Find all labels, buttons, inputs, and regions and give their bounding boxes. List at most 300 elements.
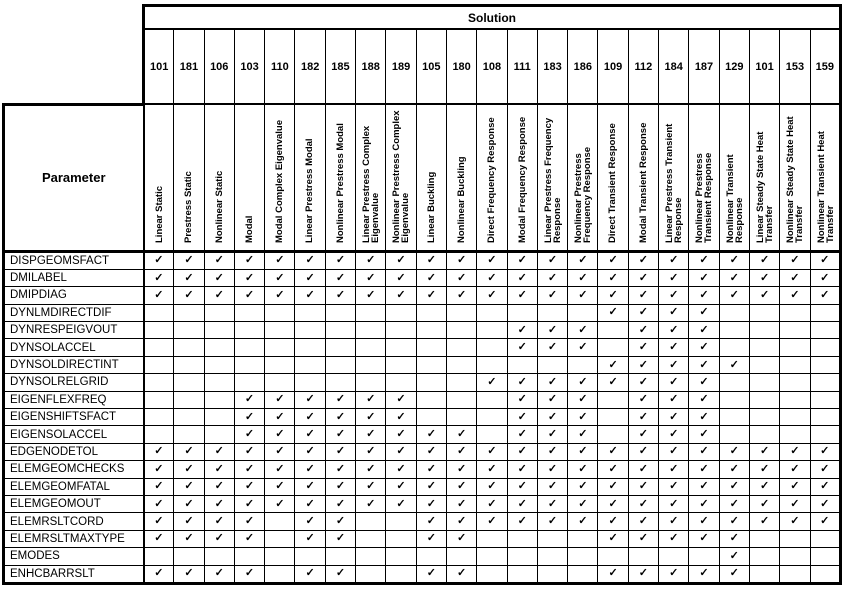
checkmark-icon: ✓ <box>638 480 648 493</box>
empty-cell <box>234 374 264 391</box>
checkmark-icon: ✓ <box>184 532 194 545</box>
checkmark-icon: ✓ <box>669 445 679 458</box>
check-cell <box>568 391 598 408</box>
empty-cell <box>325 548 355 565</box>
check-cell <box>689 339 719 356</box>
check-cell <box>780 495 810 512</box>
empty-cell <box>477 391 507 408</box>
check-cell <box>568 495 598 512</box>
checkmark-icon: ✓ <box>154 480 164 493</box>
checkmark-icon: ✓ <box>547 480 558 493</box>
parameter-row <box>4 287 841 304</box>
empty-cell <box>174 339 204 356</box>
check-cell <box>174 495 204 512</box>
vertical-text <box>630 109 658 250</box>
empty-cell <box>719 391 749 408</box>
empty-cell <box>446 391 476 408</box>
checkmark-icon: ✓ <box>638 445 648 458</box>
check-cell <box>689 426 719 443</box>
checkmark-icon: ✓ <box>366 410 376 423</box>
check-cell <box>719 287 749 304</box>
check-cell <box>204 530 234 547</box>
empty-cell <box>568 548 598 565</box>
checkmark-icon: ✓ <box>184 567 194 580</box>
solution-name-header <box>810 104 840 251</box>
empty-cell <box>749 548 779 565</box>
empty-cell <box>144 374 174 391</box>
parameter-name-cell: DYNSOLDIRECTINT <box>4 356 144 373</box>
check-cell <box>295 251 325 269</box>
check-cell <box>719 269 749 286</box>
check-cell <box>204 513 234 530</box>
parameter-name-cell: EMODES <box>4 548 144 565</box>
parameter-row <box>4 495 841 512</box>
check-cell <box>719 495 749 512</box>
checkmark-icon: ✓ <box>244 271 255 284</box>
check-cell <box>719 565 749 583</box>
checkmark-icon: ✓ <box>487 480 497 493</box>
check-cell <box>144 269 174 286</box>
empty-cell <box>386 565 416 583</box>
check-cell <box>568 409 598 426</box>
check-cell <box>446 461 476 478</box>
solution-id-cell: 101 <box>749 29 779 104</box>
check-cell <box>174 461 204 478</box>
checkmark-icon: ✓ <box>699 497 709 510</box>
checkmark-icon: ✓ <box>457 515 467 528</box>
check-cell <box>446 443 476 460</box>
checkmark-icon: ✓ <box>699 288 709 301</box>
solution-name-header <box>265 104 295 251</box>
check-cell <box>689 391 719 408</box>
checkmark-icon: ✓ <box>547 271 558 284</box>
checkmark-icon: ✓ <box>335 288 346 301</box>
solution-name-header <box>689 104 719 251</box>
check-cell <box>537 461 567 478</box>
empty-cell <box>749 426 779 443</box>
empty-cell <box>810 409 840 426</box>
check-cell <box>749 251 779 269</box>
check-cell <box>659 565 689 583</box>
check-cell <box>325 530 355 547</box>
parameter-row <box>4 530 841 547</box>
empty-cell <box>295 339 325 356</box>
check-cell <box>780 513 810 530</box>
empty-cell <box>295 548 325 565</box>
empty-cell <box>325 304 355 321</box>
check-cell <box>689 304 719 321</box>
check-cell <box>295 565 325 583</box>
column-header-row <box>4 104 841 251</box>
check-cell <box>659 304 689 321</box>
empty-cell <box>204 322 234 339</box>
checkmark-icon: ✓ <box>487 254 497 267</box>
checkmark-icon: ✓ <box>638 532 648 545</box>
parameter-name-cell: DMIPDIAG <box>4 287 144 304</box>
empty-cell <box>386 374 416 391</box>
checkmark-icon: ✓ <box>244 480 255 493</box>
check-cell <box>568 461 598 478</box>
empty-cell <box>416 374 446 391</box>
checkmark-icon: ✓ <box>275 428 285 441</box>
check-cell <box>719 443 749 460</box>
check-cell <box>416 251 446 269</box>
check-cell <box>719 513 749 530</box>
check-cell <box>659 339 689 356</box>
checkmark-icon: ✓ <box>335 254 346 267</box>
vertical-text <box>751 109 779 250</box>
check-cell <box>234 443 264 460</box>
check-cell <box>386 409 416 426</box>
checkmark-icon: ✓ <box>608 306 618 319</box>
checkmark-icon: ✓ <box>396 462 406 475</box>
empty-cell <box>780 339 810 356</box>
empty-cell <box>810 530 840 547</box>
parameter-row <box>4 426 841 443</box>
check-cell <box>810 461 840 478</box>
parameter-row <box>4 356 841 373</box>
check-cell <box>295 495 325 512</box>
checkmark-icon: ✓ <box>366 445 376 458</box>
solution-name-header <box>144 104 174 251</box>
checkmark-icon: ✓ <box>517 410 527 423</box>
check-cell <box>356 391 386 408</box>
check-cell <box>507 443 537 460</box>
check-cell <box>144 495 174 512</box>
check-cell <box>568 269 598 286</box>
checkmark-icon: ✓ <box>759 254 770 267</box>
checkmark-icon: ✓ <box>244 393 255 406</box>
check-cell <box>295 443 325 460</box>
solution-id-cell: 187 <box>689 29 719 104</box>
checkmark-icon: ✓ <box>638 341 648 354</box>
empty-cell <box>174 322 204 339</box>
check-cell <box>568 478 598 495</box>
check-cell <box>689 495 719 512</box>
checkmark-icon: ✓ <box>729 254 739 267</box>
checkmark-icon: ✓ <box>608 254 618 267</box>
checkmark-icon: ✓ <box>154 271 164 284</box>
check-cell <box>689 478 719 495</box>
check-cell <box>659 374 689 391</box>
check-cell <box>598 304 628 321</box>
check-cell <box>204 251 234 269</box>
check-cell <box>749 443 779 460</box>
checkmark-icon: ✓ <box>578 375 588 388</box>
check-cell <box>446 513 476 530</box>
checkmark-icon: ✓ <box>608 358 618 371</box>
check-cell <box>174 251 204 269</box>
parameter-name-cell: ELEMRSLTMAXTYPE <box>4 530 144 547</box>
parameter-row <box>4 461 841 478</box>
solution-group-header: Solution <box>144 6 841 30</box>
checkmark-icon: ✓ <box>608 567 618 580</box>
empty-cell <box>174 409 204 426</box>
check-cell <box>689 269 719 286</box>
empty-cell <box>416 339 446 356</box>
check-cell <box>628 530 658 547</box>
check-cell <box>598 495 628 512</box>
check-cell <box>174 443 204 460</box>
checkmark-icon: ✓ <box>517 515 527 528</box>
checkmark-icon: ✓ <box>578 410 588 423</box>
parameter-header: Parameter <box>4 104 144 251</box>
solution-name-header <box>780 104 810 251</box>
checkmark-icon: ✓ <box>214 515 224 528</box>
check-cell <box>265 391 295 408</box>
solution-id-cell: 185 <box>325 29 355 104</box>
check-cell <box>416 565 446 583</box>
empty-cell <box>204 548 234 565</box>
check-cell <box>416 443 446 460</box>
check-cell <box>749 495 779 512</box>
check-cell <box>628 356 658 373</box>
check-cell <box>689 322 719 339</box>
checkmark-icon: ✓ <box>457 254 467 267</box>
check-cell <box>386 461 416 478</box>
empty-cell <box>719 304 749 321</box>
checkmark-icon: ✓ <box>366 393 376 406</box>
checkmark-icon: ✓ <box>244 532 255 545</box>
empty-cell <box>719 374 749 391</box>
check-cell <box>204 565 234 583</box>
check-cell <box>234 409 264 426</box>
checkmark-icon: ✓ <box>426 532 436 545</box>
empty-cell <box>780 426 810 443</box>
checkmark-icon: ✓ <box>335 480 346 493</box>
parameter-row <box>4 391 841 408</box>
empty-cell <box>477 339 507 356</box>
checkmark-icon: ✓ <box>335 515 346 528</box>
checkmark-icon: ✓ <box>669 497 679 510</box>
checkmark-icon: ✓ <box>517 428 527 441</box>
check-cell <box>416 495 446 512</box>
check-cell <box>628 565 658 583</box>
solution-name-label: Modal Complex Eigenvalue <box>274 119 286 243</box>
vertical-text <box>327 109 355 250</box>
check-cell <box>598 565 628 583</box>
check-cell <box>416 426 446 443</box>
vertical-text <box>236 109 264 250</box>
check-cell <box>568 374 598 391</box>
check-cell <box>659 530 689 547</box>
vertical-text <box>509 109 537 250</box>
checkmark-icon: ✓ <box>608 462 618 475</box>
check-cell <box>780 461 810 478</box>
check-cell <box>446 495 476 512</box>
check-cell <box>598 251 628 269</box>
check-cell <box>628 426 658 443</box>
parameter-name-cell: DMILABEL <box>4 269 144 286</box>
check-cell <box>356 287 386 304</box>
checkmark-icon: ✓ <box>396 497 406 510</box>
empty-cell <box>234 548 264 565</box>
vertical-text <box>206 109 234 250</box>
check-cell <box>659 495 689 512</box>
empty-cell <box>234 356 264 373</box>
checkmark-icon: ✓ <box>547 341 558 354</box>
check-cell <box>507 374 537 391</box>
checkmark-icon: ✓ <box>729 288 739 301</box>
checkmark-icon: ✓ <box>759 271 770 284</box>
check-cell <box>416 530 446 547</box>
checkmark-icon: ✓ <box>154 254 164 267</box>
check-cell <box>325 461 355 478</box>
checkmark-icon: ✓ <box>729 532 739 545</box>
check-cell <box>810 478 840 495</box>
checkmark-icon: ✓ <box>305 428 315 441</box>
check-cell <box>689 374 719 391</box>
check-cell <box>568 287 598 304</box>
solution-name-header <box>234 104 264 251</box>
checkmark-icon: ✓ <box>578 393 588 406</box>
check-cell <box>598 374 628 391</box>
solution-id-cell: 129 <box>719 29 749 104</box>
checkmark-icon: ✓ <box>669 428 679 441</box>
check-cell <box>234 478 264 495</box>
checkmark-icon: ✓ <box>608 375 618 388</box>
check-cell <box>446 251 476 269</box>
checkmark-icon: ✓ <box>487 288 497 301</box>
empty-cell <box>507 565 537 583</box>
checkmark-icon: ✓ <box>396 271 406 284</box>
empty-cell <box>416 548 446 565</box>
empty-cell <box>174 548 204 565</box>
checkmark-icon: ✓ <box>335 428 346 441</box>
check-cell <box>537 495 567 512</box>
vertical-text <box>418 109 446 250</box>
solution-name-label: Nonlinear Transient Heat Transfer <box>815 130 836 243</box>
check-cell <box>507 426 537 443</box>
check-cell <box>446 530 476 547</box>
checkmark-icon: ✓ <box>578 480 588 493</box>
checkmark-icon: ✓ <box>547 375 558 388</box>
solution-id-cell: 103 <box>234 29 264 104</box>
checkmark-icon: ✓ <box>759 497 770 510</box>
checkmark-icon: ✓ <box>517 341 527 354</box>
checkmark-icon: ✓ <box>275 462 285 475</box>
checkmark-icon: ✓ <box>790 445 800 458</box>
empty-cell <box>477 426 507 443</box>
empty-cell <box>477 530 507 547</box>
check-cell <box>628 339 658 356</box>
check-cell <box>628 251 658 269</box>
check-cell <box>628 478 658 495</box>
check-cell <box>356 409 386 426</box>
check-cell <box>386 478 416 495</box>
check-cell <box>174 269 204 286</box>
checkmark-icon: ✓ <box>759 288 770 301</box>
check-cell <box>689 565 719 583</box>
solution-name-label: Modal <box>244 215 256 243</box>
empty-cell <box>507 548 537 565</box>
check-cell <box>325 251 355 269</box>
checkmark-icon: ✓ <box>305 271 315 284</box>
check-cell <box>780 269 810 286</box>
check-cell <box>477 251 507 269</box>
empty-cell <box>749 530 779 547</box>
checkmark-icon: ✓ <box>669 393 679 406</box>
checkmark-icon: ✓ <box>335 497 346 510</box>
checkmark-icon: ✓ <box>820 271 830 284</box>
checkmark-icon: ✓ <box>820 462 830 475</box>
checkmark-icon: ✓ <box>578 462 588 475</box>
check-cell <box>598 269 628 286</box>
check-cell <box>628 322 658 339</box>
parameter-row <box>4 322 841 339</box>
solution-name-header <box>356 104 386 251</box>
checkmark-icon: ✓ <box>396 445 406 458</box>
check-cell <box>628 391 658 408</box>
empty-cell <box>446 339 476 356</box>
check-cell <box>659 391 689 408</box>
empty-cell <box>386 548 416 565</box>
check-cell <box>446 287 476 304</box>
checkmark-icon: ✓ <box>820 497 830 510</box>
empty-cell <box>174 374 204 391</box>
empty-cell <box>416 356 446 373</box>
empty-cell <box>356 322 386 339</box>
checkmark-icon: ✓ <box>790 288 800 301</box>
solution-name-label: Modal Transient Response <box>638 122 649 243</box>
vertical-text <box>690 109 718 250</box>
check-cell <box>689 287 719 304</box>
check-cell <box>386 391 416 408</box>
check-cell <box>204 269 234 286</box>
parameter-row <box>4 548 841 565</box>
checkmark-icon: ✓ <box>184 288 194 301</box>
checkmark-icon: ✓ <box>669 480 679 493</box>
solution-name-label: Prestress Static <box>183 170 195 243</box>
check-cell <box>356 251 386 269</box>
checkmark-icon: ✓ <box>517 288 527 301</box>
empty-cell <box>659 548 689 565</box>
solution-id-cell: 101 <box>144 29 174 104</box>
vertical-text <box>478 109 506 250</box>
check-cell <box>507 513 537 530</box>
checkmark-icon: ✓ <box>305 567 315 580</box>
empty-cell <box>144 548 174 565</box>
checkmark-icon: ✓ <box>366 288 376 301</box>
check-cell <box>598 478 628 495</box>
empty-cell <box>386 339 416 356</box>
solution-name-header <box>174 104 204 251</box>
checkmark-icon: ✓ <box>638 515 648 528</box>
empty-cell <box>265 304 295 321</box>
checkmark-icon: ✓ <box>244 567 255 580</box>
check-cell <box>325 495 355 512</box>
check-cell <box>265 478 295 495</box>
check-cell <box>265 409 295 426</box>
empty-cell <box>144 391 174 408</box>
check-cell <box>386 426 416 443</box>
checkmark-icon: ✓ <box>366 480 376 493</box>
check-cell <box>628 443 658 460</box>
solution-name-header <box>386 104 416 251</box>
checkmark-icon: ✓ <box>487 462 497 475</box>
empty-cell <box>325 339 355 356</box>
parameter-row <box>4 513 841 530</box>
checkmark-icon: ✓ <box>154 445 164 458</box>
checkmark-icon: ✓ <box>638 497 648 510</box>
checkmark-icon: ✓ <box>184 515 194 528</box>
empty-cell <box>537 548 567 565</box>
check-cell <box>719 548 749 565</box>
checkmark-icon: ✓ <box>214 480 224 493</box>
check-cell <box>325 565 355 583</box>
checkmark-icon: ✓ <box>729 445 739 458</box>
checkmark-icon: ✓ <box>729 358 739 371</box>
